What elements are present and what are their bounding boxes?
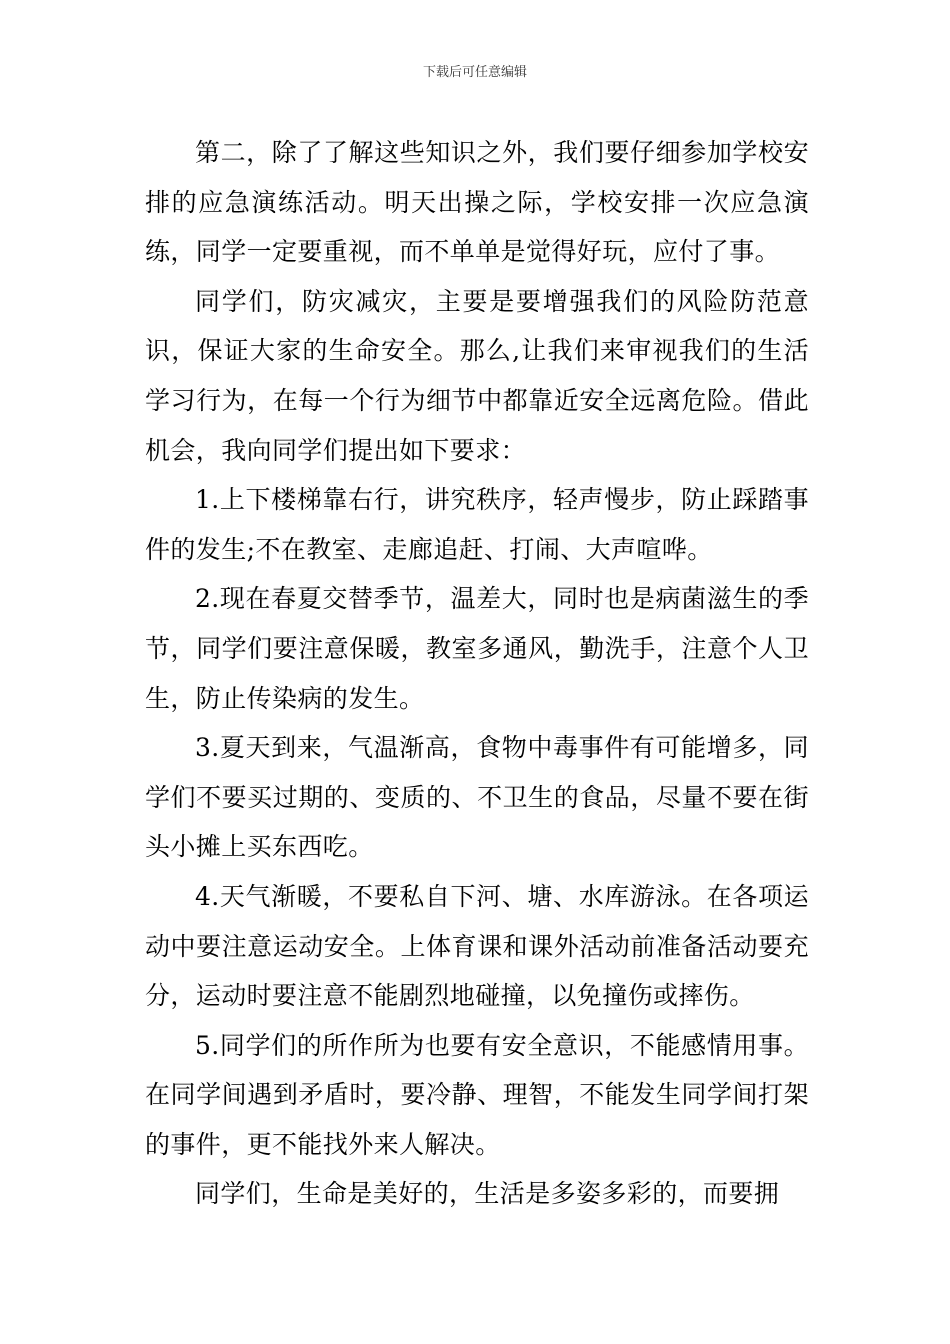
page-header: 下载后可任意编辑 <box>422 65 527 80</box>
paragraph-rule-conflict: 5.同学们的所作所为也要有安全意识，不能感情用事。在同学间遇到矛盾时，要冷静、理智，不能发生同学间打架的事件，更不能找外来人解决。 <box>145 1030 809 1159</box>
paragraph-conclusion: 同学们，生命是美好的，生活是多姿多彩的，而要拥 <box>195 1179 780 1209</box>
paragraph-rule-stairs: 1.上下楼梯靠右行，讲究秩序，轻声慢步，防止踩踏事件的发生;不在教室、走廊追赶、打闹、大声喧哗。 <box>145 485 809 564</box>
paragraph-rule-hygiene: 2.现在春夏交替季节，温差大，同时也是病菌滋生的季节，同学们要注意保暖，教室多通风，勤洗手，注意个人卫生，防止传染病的发生。 <box>145 584 809 713</box>
paragraph-risk-awareness: 同学们，防灾减灾，主要是要增强我们的风险防范意识，保证大家的生命安全。那么,让我们来审视我们的生活学习行为，在每一个行为细节中都靠近安全远离危险。借此机会，我向同学们提出如下要求： <box>145 286 809 465</box>
paragraph-rule-food: 3.夏天到来，气温渐高，食物中毒事件有可能增多，同学们不要买过期的、变质的、不卫生的食品，尽量不要在街头小摊上买东西吃。 <box>145 733 809 862</box>
document-body <box>145 128 809 1219</box>
paragraph-emergency-drill: 第二，除了了解这些知识之外，我们要仔细参加学校安排的应急演练活动。明天出操之际，学校安排一次应急演练，同学一定要重视，而不单单是觉得好玩，应付了事。 <box>145 138 809 267</box>
paragraph-rule-swimming-sports: 4.天气渐暖，不要私自下河、塘、水库游泳。在各项运动中要注意运动安全。上体育课和课外活动前准备活动要充分，运动时要注意不能剧烈地碰撞，以免撞伤或摔伤。 <box>145 881 809 1011</box>
